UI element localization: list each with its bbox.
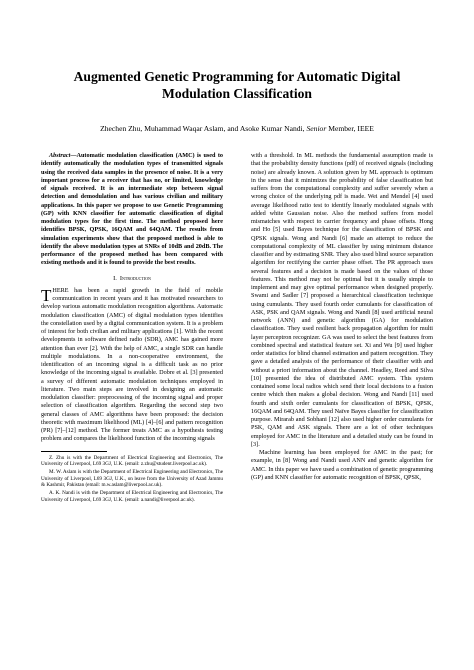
intro-paragraph	[41, 287, 223, 444]
author-line	[20, 124, 454, 134]
author-names: Zhechen Zhu, Muhammad Waqar Aslam, and Asoke Kumar Nandi,	[100, 124, 305, 133]
paper-title	[40, 68, 434, 102]
section-heading-introduction	[41, 275, 223, 283]
section-number: I.	[113, 274, 117, 282]
title-line-1: Augmented Genetic Programming for Automatic Digital	[73, 69, 401, 84]
abstract-text: —Automatic modulation classification (AMC) is used to identify automatically the modulation types of transmitted signals using the received data samples in the presence of noise. It is a very important process for a receiver that has no, or limited, knowledge of signals received. It is an intermediate step between signal detection and demodulation and has various civilian and military applications. In this paper we propose to use Genetic Programming (GP) with KNN classifier for automatic classification of digital modulation types for the first time. The method proposed here identifies BPSK, QPSK, 16QAM and 64QAM. The results from simulation experiments show that the proposed method is able to identify the above modulation types at SNRs of 10dB and 20dB. The performance of the proposed method has been compared with existing methods and it is found to provide the best results.	[41, 152, 223, 267]
drop-cap: T	[41, 285, 52, 305]
footnote-author-1: Z. Zhu is with the Department of Electrical Engineering and Electronics, The University of Liverpool, L69 3GJ, U.K. (email: z.zhu@student.liverpool.ac.uk).	[41, 454, 223, 468]
author-membership: Member, IEEE	[326, 124, 374, 133]
intro-text: has been a rapid growth in the field of mobile communication in recent years and it has motivated researchers to develop various automatic modulation recognition algorithms. Automatic modulation classification (AMC) of digital modulation types identifies the constellation used by a digital communication system. It is a problem of interest for both civilian and military applications [1]. With the recent developments in software defined radio (SDR), AMC has gained more attention than ever [2]. With the help of AMC, a single SDR can handle multiple modulations. In a non-cooperative environment, the identification of an incoming signal is a difficult task as no prior knowledge of the incoming signal is available. Dobre et al. [3] presented a survey of different automatic modulation techniques employed in literature. Two main steps are involved in designing an automatic modulation classifier: preprocessing of the incoming signal and proper selection of classification algorithm. Regarding the second step two general classes of AMC algorithms have been proposed: the decision theoretic with maximum likelihood (ML) [4]–[6] and pattern recognition (PR) [7]–[12] method. The former treats AMC as a hypothesis testing problem and compares the likelihood function of the incoming signals	[41, 286, 223, 443]
right-column	[251, 152, 433, 482]
title-line-2: Modulation Classification	[162, 86, 312, 101]
right-paragraph-2: Machine learning has been employed for AMC in the past; for example, in [8] Wong and Nandi used ANN and genetic algorithm for AMC. In this paper we have used a combination of genetic programming (GP) and KNN classifier for automatic recognition of BPSK, QPSK,	[251, 449, 433, 481]
abstract-label: Abstract	[49, 152, 71, 159]
footnote-rule	[41, 451, 107, 452]
right-paragraph-1: with a threshold. In ML methods the fundamental assumption made is that the probability density functions (pdf) of received signals (including noise) are already known. A solution given by ML approach is optimum in the sense that it minimizes the probability of false classification but suffers from the computational complexity and suffer severely when a wrong choice of the underlying pdf is made. Wei and Mendel [4] used average likelihood ratio test to identify linearly modulated signals with added white Gaussian noise. Also the method suffers from model mismatches with respect to carrier frequency and phase offsets. Hong and Ho [5] used Bayes technique for the classification of BPSK and QPSK signals. Wong and Nandi [6] made an attempt to reduce the computational complexity of ML classifier by using minimum distance classifier and by estimating SNR. They also used blind source separation algorithm for rectifying the carrier phase offset. The PR approach uses several features and a decision is made based on the values of those features. This method may not be optimal but it is usually simple to implement and may give optimal performance when designed properly. Swami and Sadler [7] proposed a hierarchical classification technique using cumulants. They used fourth order cumulants for classification of ASK, PSK and QAM signals. Wong and Nandi [8] used artificial neural network (ANN) and genetic algorithm (GA) for modulation classification. They used resilient back propagation algorithm for multi layer perceptron recognizer. GA was used to select the best features from combined spectral and statistical feature set. Xi and Wu [9] used higher order statistics for blind channel estimation and pattern recognition. They gave a detailed analysis of the performance of their classifier with and without a priori information about the channel. Headley, Reed and Silva [10] presented the idea of distributed AMC system. This system contained some local radios which send their local decisions to a fusion centre which then makes a global decision. Wong and Nandi [11] used fourth and sixth order cumulants for classification of BPSK, QPSK, 16QAM and 64QAM. They used Naïve Bayes classifier for classification purpose. Mirarab and Sobhani [12] also used higher order cumulants for PSK, QAM and ASK signals. There are a lot of other techniques employed for AMC in the literature and a detailed study can be found in [3].	[251, 152, 433, 448]
intro-first-word: HERE	[52, 286, 69, 294]
footnote-author-2: M. W. Aslam is with the Department of Electrical Engineering and Electronics, The University of Liverpool, L69 3GJ, U.K., on leave from the University of Azad Jammu & Kashmir, Pakistan (email: m.w.aslam@liverpool.ac.uk).	[41, 469, 223, 489]
left-column	[41, 152, 223, 505]
section-title: Introduction	[119, 274, 151, 282]
author-grade: Senior	[306, 124, 327, 133]
abstract	[41, 152, 223, 268]
footnote-author-3: A. K. Nandi is with the Department of Electrical Engineering and Electronics, The University of Liverpool, L69 3GJ, U.K. (email: a.nandi@liverpool.ac.uk).	[41, 490, 223, 504]
